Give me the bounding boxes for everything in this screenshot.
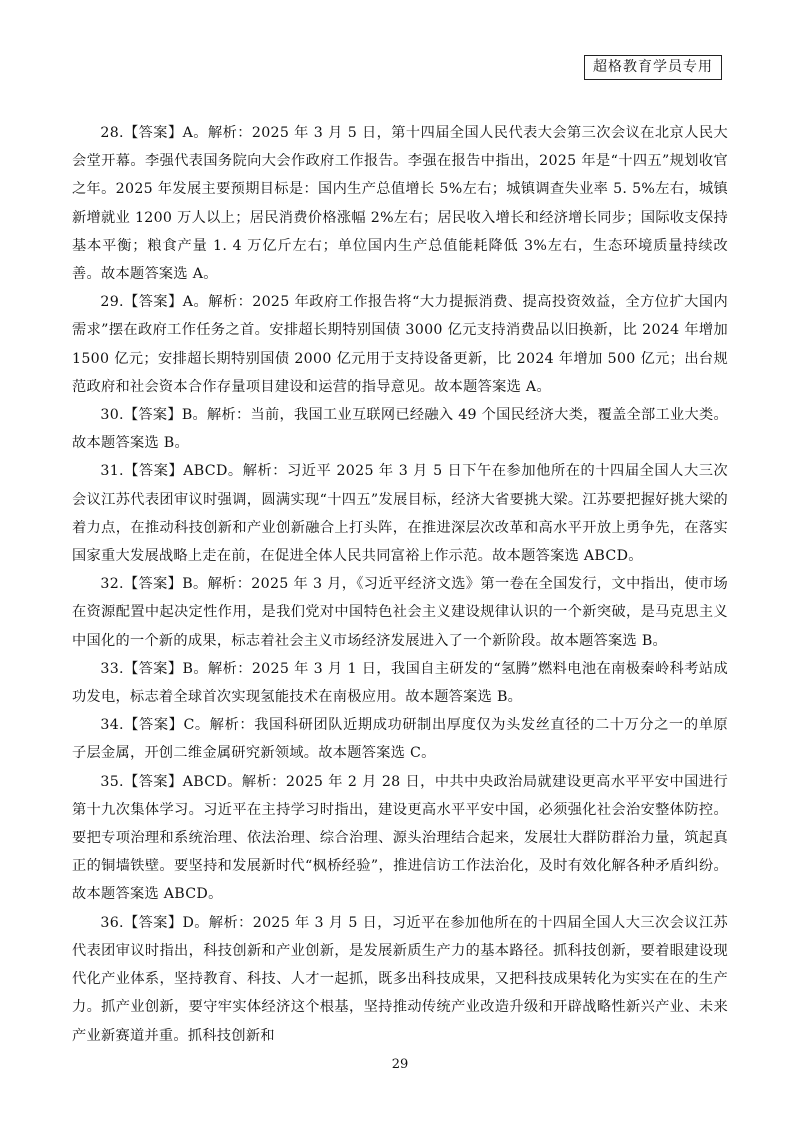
answer-28: 28.【答案】A。解析：2025 年 3 月 5 日，第十四届全国人民代表大会第三次会议在北京人民大会堂开幕。李强代表国务院向大会作政府工作报告。李强在报告中指出，2025 年是“十四五”规划收官之年。2025 年发展主要预期目标是：国内生产总值增长 5%左右；城镇调查失业率 5. 5%左右，城镇新增就业 1200 万人以上；居民消费价格涨幅 2%左右；居民收入增长和经济增长同步；国际收支保持基本平衡；粮食产量 1. 4 万亿斤左右；单位国内生产总值能耗降低 3%左右，生态环境质量持续改善。故本题答案选 A。 [72,125,728,283]
answer-33: 33.【答案】B。解析：2025 年 3 月 1 日，我国自主研发的“氢腾”燃料电池在南极秦岭科考站成功发电，标志着全球首次实现氢能技术在南极应用。故本题答案选 B。 [72,660,728,706]
answer-34: 34.【答案】C。解析：我国科研团队近期成功研制出厚度仅为头发丝直径的二十万分之一的单原子层金属，开创二维金属研究新领域。故本题答案选 C。 [72,717,728,762]
answer-32: 32.【答案】B。解析：2025 年 3 月，《习近平经济文选》第一卷在全国发行，文中指出，使市场在资源配置中起决定性作用，是我们党对中国特色社会主义建设规律认识的一个新突破，是马克思主义中国化的一个新的成果，标志着社会主义市场经济发展进入了一个新阶段。故本题答案选 B。 [72,576,728,649]
brand-label: 超格教育学员专用 [584,55,722,80]
answer-29: 29.【答案】A。解析：2025 年政府工作报告将“大力提振消费、提高投资效益，全方位扩大国内需求”摆在政府工作任务之首。安排超长期特别国债 3000 亿元支持消费品以旧换新，比 2024 年增加 1500 亿元；安排超长期特别国债 2000 亿元用于支持设备更新，比 2024 年增加 500 亿元；出台规范政府和社会资本合作存量项目建设和运营的指导意见。故本题答案选 A。 [72,294,728,395]
answer-31: 31.【答案】ABCD。解析：习近平 2025 年 3 月 5 日下午在参加他所在的十四届全国人大三次会议江苏代表团审议时强调，圆满实现“十四五”发展目标，经济大省要挑大梁。江苏要把握好挑大梁的着力点，在推动科技创新和产业创新融合上打头阵，在推进深层次改革和高水平开放上勇争先，在落实国家重大发展战略上走在前，在促进全体人民共同富裕上作示范。故本题答案选 ABCD。 [72,463,728,565]
answer-35: 35.【答案】ABCD。解析：2025 年 2 月 28 日，中共中央政治局就建设更高水平平安中国进行第十九次集体学习。习近平在主持学习时指出，建设更高水平平安中国，必须强化社会治安整体防控。要把专项治理和系统治理、依法治理、综合治理、源头治理结合起来，发展壮大群防群治力量，筑起真正的铜墙铁壁。要坚持和发展新时代“枫桥经验”，推进信访工作法治化，及时有效化解各种矛盾纠纷。故本题答案选 ABCD。 [72,773,728,903]
answer-30: 30.【答案】B。解析：当前，我国工业互联网已经融入 49 个国民经济大类，覆盖全部工业大类。故本题答案选 B。 [72,407,728,452]
answer-explanations [72,119,728,1050]
answer-36: 36.【答案】D。解析：2025 年 3 月 5 日，习近平在参加他所在的十四届全国人大三次会议江苏代表团审议时指出，科技创新和产业创新，是发展新质生产力的基本路径。抓科技创新，要着眼建设现代化产业体系，坚持教育、科技、人才一起抓，既多出科技成果，又把科技成果转化为实实在在的生产力。抓产业创新，要守牢实体经济这个根基，坚持推动传统产业改造升级和开辟战略性新兴产业、未来产业新赛道并重。抓科技创新和 [72,914,728,1044]
page-number: 29 [391,1057,409,1072]
